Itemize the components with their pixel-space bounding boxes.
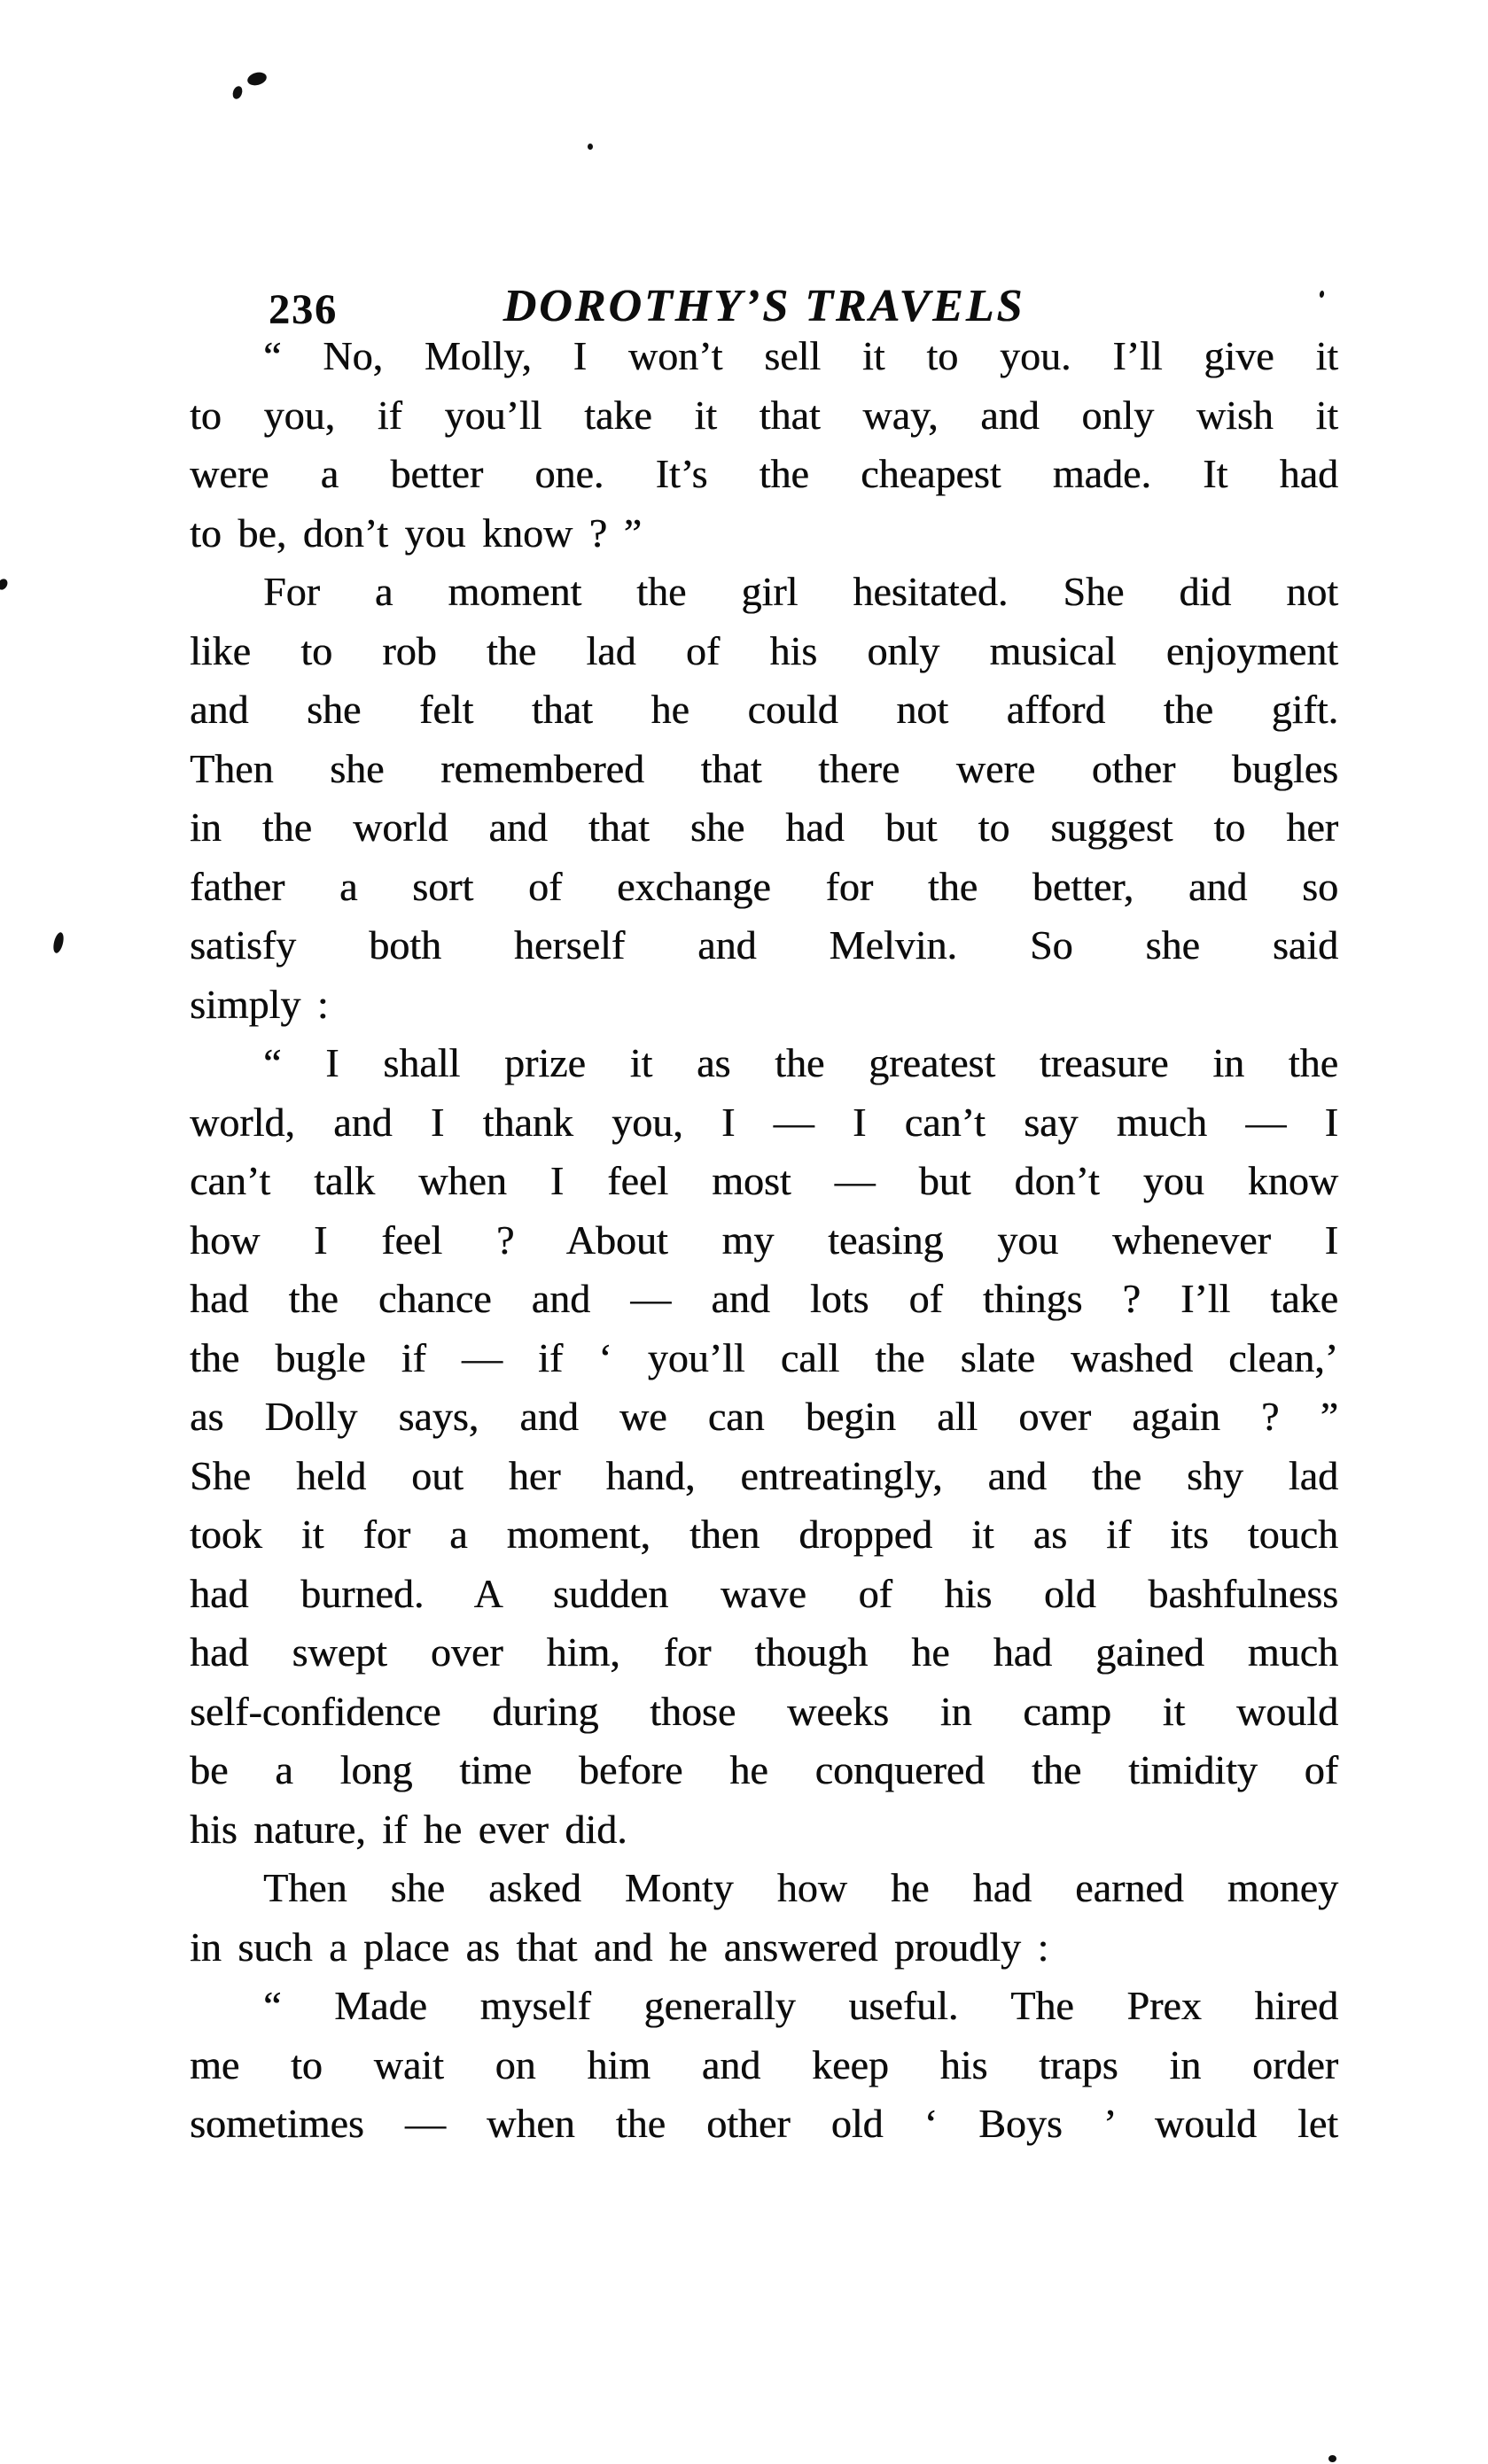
text-line: me to wait on him and keep his traps in order [190,2041,1338,2087]
text-line: to be, don’t you know ? ” [190,509,643,556]
text-line: world, and I thank you, I — I can’t say much — I [190,1099,1338,1145]
text-line: took it for a moment, then dropped it as if its touch [190,1512,1338,1557]
running-title: DOROTHY’S TRAVELS [502,281,1025,331]
text-block [190,327,1338,2154]
text-line: For a moment the girl hesitated. She did not [263,569,1338,614]
text-line: his nature, if he ever did. [190,1806,627,1852]
ink-speck [1328,2455,1336,2462]
ink-speck [51,931,66,954]
text-line: Then she remembered that there were other bugles [190,745,1338,791]
page-number: 236 [269,286,338,333]
text-line: “ I shall prize it as the greatest treasure in the [263,1040,1338,1085]
text-line: simply : [190,981,329,1027]
text-line: had burned. A sudden wave of his old bashfulness [190,1570,1338,1616]
text-line: had swept over him, for though he had gained much [190,1629,1338,1675]
text-line: satisfy both herself and Melvin. So she said [190,922,1338,968]
text-line: sometimes — when the other old ‘ Boys ’ would let [190,2101,1338,2146]
text-line: and she felt that he could not afford the gift. [190,687,1338,732]
text-line: “ No, Molly, I won’t sell it to you. I’ll give it [263,333,1338,378]
text-line: were a better one. It’s the cheapest made. It had [190,451,1338,496]
text-line: be a long time before he conquered the timidity of [190,1747,1338,1792]
text-line: Then she asked Monty how he had earned money [263,1865,1338,1910]
text-line: how I feel ? About my teasing you whenever I [190,1216,1338,1263]
text-line: had the chance and — and lots of things ? I’ll take [190,1276,1338,1321]
text-line: in the world and that she had but to suggest to her [190,804,1338,850]
text-line: She held out her hand, entreatingly, and the shy lad [190,1452,1338,1498]
text-line: the bugle if — if ‘ you’ll call the slate washed clean,’ [190,1334,1338,1380]
text-line: like to rob the lad of his only musical enjoyment [190,627,1338,673]
ink-speck [0,577,10,591]
text-line: to you, if you’ll take it that way, and only wish it [190,392,1338,438]
text-line: father a sort of exchange for the better, and so [190,863,1338,909]
text-line: can’t talk when I feel most — but don’t you know [190,1158,1338,1203]
ink-speck [246,70,269,87]
ink-speck [588,144,593,150]
text-line: “ Made myself generally useful. The Prex hired [263,1983,1338,2028]
text-line: as Dolly says, and we can begin all over again ? ” [190,1394,1338,1439]
text-line: self-confidence during those weeks in camp it would [190,1688,1338,1734]
ink-speck [231,85,245,101]
text-line: in such a place as that and he answered proudly : [190,1924,1049,1970]
